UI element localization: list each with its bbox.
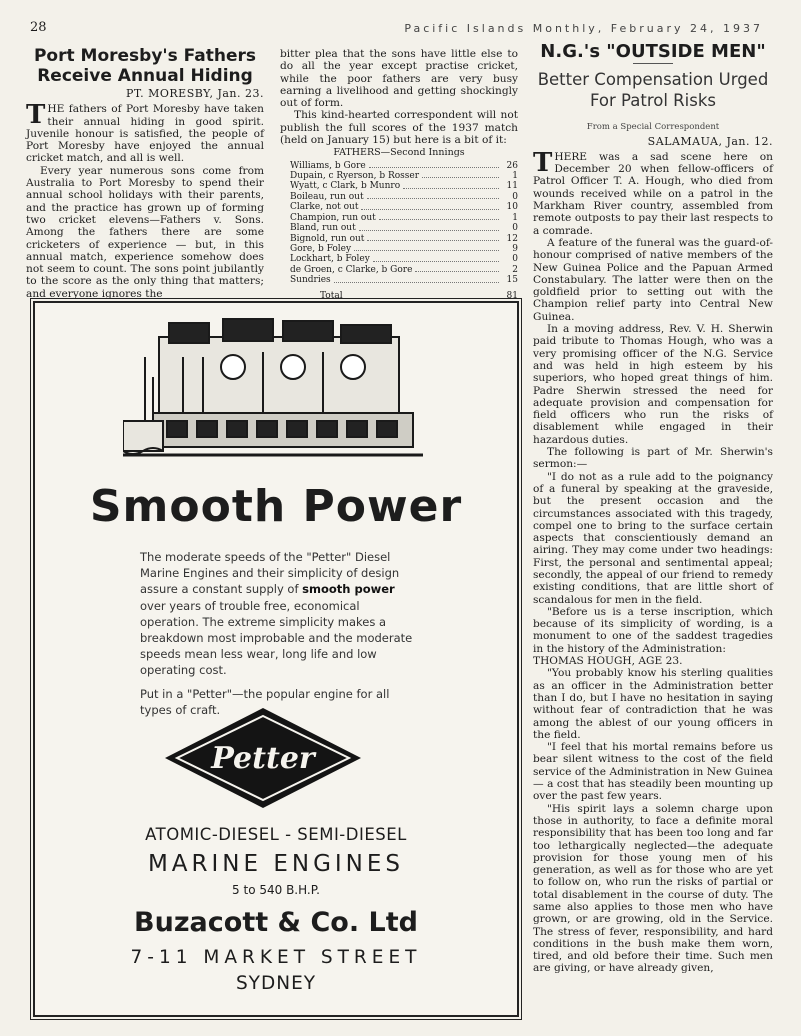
middle-article [280,48,518,302]
left-dropcap: T [26,100,46,131]
right-dateline: SALAMAUA, Jan. 12. [647,134,773,148]
right-headline: N.G.'s "OUTSIDE MEN" [540,41,766,62]
score-row: Boileau, run out 0 [290,191,518,202]
score-row: Dupain, c Ryerson, b Rosser 1 [290,171,518,182]
left-paragraph-1: THE fathers of Port Moresby have taken their annual hiding in good spirit. Juvenile honour is satisfied, the people of Port Moresby have enjoyed the annual cricket match, and all is well. [26,100,264,165]
right-article [533,41,773,975]
right-paragraph-8: "I feel that his mortal remains before us bear silent witness to the cost of the field service of the Administration in New Guinea — a cost that has steadily been mounting up over the past few years. [533,741,773,803]
left-article [26,46,264,300]
middle-paragraph-1: bitter plea that the sons have little else to do all the year except practise cricket, while the poor fathers are very busy earning a livelihood and getting shockingly out of form. [280,48,518,110]
petter-advertisement [33,301,519,1017]
score-row: Bignold, run out 12 [290,233,518,244]
petter-logo-text: Petter [211,741,315,776]
middle-paragraph-2: This kind-hearted correspondent will not publish the full scores of the 1937 match (held on January 15) but here is a bit of it: [280,109,518,147]
divider [633,63,673,64]
score-row: Clarke, not out 10 [290,202,518,213]
score-row: Wyatt, c Clark, b Munro 11 [290,181,518,192]
right-paragraph-7: "You probably know his sterling qualities as an officer in the Administration better than I do, but I have no hesitation in saying without fear of contradiction that he was among the ablest of our young officers in the field. [533,667,773,741]
score-row: Champion, run out 1 [290,212,518,223]
petter-logo [163,706,363,810]
right-paragraph-3: In a moving address, Rev. V. H. Sherwin paid tribute to Thomas Hough, who was a very promising officer of the N.G. Service and was held in high esteem by his superiors, who hoped great things of him. Padre Sherwin stressed the need for adequate provision and compensation for field officers who run the risks of disablement while engaged in their hazardous duties. [533,323,773,446]
left-headline: Port Moresby's Fathers Receive Annual Hiding [33,46,257,86]
right-paragraph-1: THERE was a sad scene here on December 20 when fellow-officers of Patrol Officer T. A. Hough, who died from wounds received while on a patrol in the Markham River country, assembled from remote outposts to pay their last respects to a comrade. [533,147,773,237]
ad-street: 7-11 MARKET STREET [130,947,422,968]
right-paragraph-5: "I do not as a rule add to the poignancy of a funeral by speaking at the graveside, but the present occasion and the circumstances associated with this tragedy, compel one to bring to the surface certain aspects that conscientiously demand an airing. They may come under two headings: First, the personal and sentimental appeal; secondly, the appeal of our friend to remedy existing conditions, that are little short of scandalous for men in the field. [533,470,773,606]
ad-company: Buzacott & Co. Ltd [134,907,418,938]
ad-power-range: 5 to 540 B.H.P. [232,883,320,897]
right-paragraph-4: The following is part of Mr. Sherwin's sermon:— [533,446,773,471]
right-subheadline: Better Compensation Urged For Patrol Risks [537,70,769,111]
right-paragraph-9: "His spirit lays a solemn charge upon those in authority, to face a definite moral responsibility that has been too long and far too lethargically neglected—the adequate provision for those young men of his generation, as well as for those who are yet to follow on, who run the risks of partial or total disablement in the course of duty. The same also applies to those men who have grown, or are growing, old in the Service. The stress of fever, responsibility, and hard conditions in the bush make them worn, tired, and old before their time. Such men are giving, or have already given, [533,802,773,975]
score-total: Total 81 [320,290,518,301]
score-row: Lockhart, b Foley 0 [290,254,518,265]
inscription: THOMAS HOUGH, AGE 23. [533,655,683,668]
ad-product: MARINE ENGINES [147,851,405,877]
scores-table [280,161,518,302]
ad-paragraph-1: The moderate speeds of the "Petter" Diesel Marine Engines and their simplicity of design assure a constant supply of smooth power over years of trouble free, economical operation. The extreme simplicity makes a breakdown most improbable and the moderate speeds mean less wear, long life and low operating cost. [140,550,413,678]
ad-headline: Smooth Power [89,481,463,532]
scores-title: FATHERS—Second Innings [333,147,465,159]
score-row: Sundries 15 [290,275,518,286]
right-dropcap: T [533,147,553,178]
score-row: Gore, b Foley 9 [290,243,518,254]
right-byline: From a Special Correspondent [586,122,720,133]
page-number: 28 [30,20,47,35]
ad-paragraph-2: Put in a "Petter"—the popular engine for all types of craft. [140,686,390,717]
ad-body [140,549,418,725]
ad-engine-types: ATOMIC-DIESEL - SEMI-DIESEL [145,825,407,844]
ad-city: SYDNEY [235,973,317,994]
running-head: Pacific Islands Monthly, February 24, 1937 [404,22,763,35]
diesel-engine-illustration [123,317,423,467]
right-paragraph-2: A feature of the funeral was the guard-of-honour comprised of native members of the New Guinea Police and the Papuan Armed Constabulary. The latter were then on the goldfield prior to setting out with the Champion relief party into Central New Guinea. [533,236,773,323]
score-row: de Groen, c Clarke, b Gore 2 [290,264,518,275]
right-paragraph-6: "Before us is a terse inscription, which because of its simplicity of wording, is a monument to one of the saddest tragedies in the history of the Administration: [533,605,773,655]
left-dateline: PT. MORESBY, Jan. 23. [125,87,264,100]
score-row: Bland, run out 0 [290,223,518,234]
score-row: Williams, b Gore 26 [290,160,518,171]
left-paragraph-2: Every year numerous sons come from Australia to Port Moresby to spend their annual school holidays with their parents, and the practice has grown up of forming two cricket elevens—Fathers v. Sons. Among the fathers there are some cricketers of experience — but, in this annual match, experience somehow does not seem to count. The sons point jubilantly to the score as the only thing that matters; and everyone ignores the [26,164,264,300]
